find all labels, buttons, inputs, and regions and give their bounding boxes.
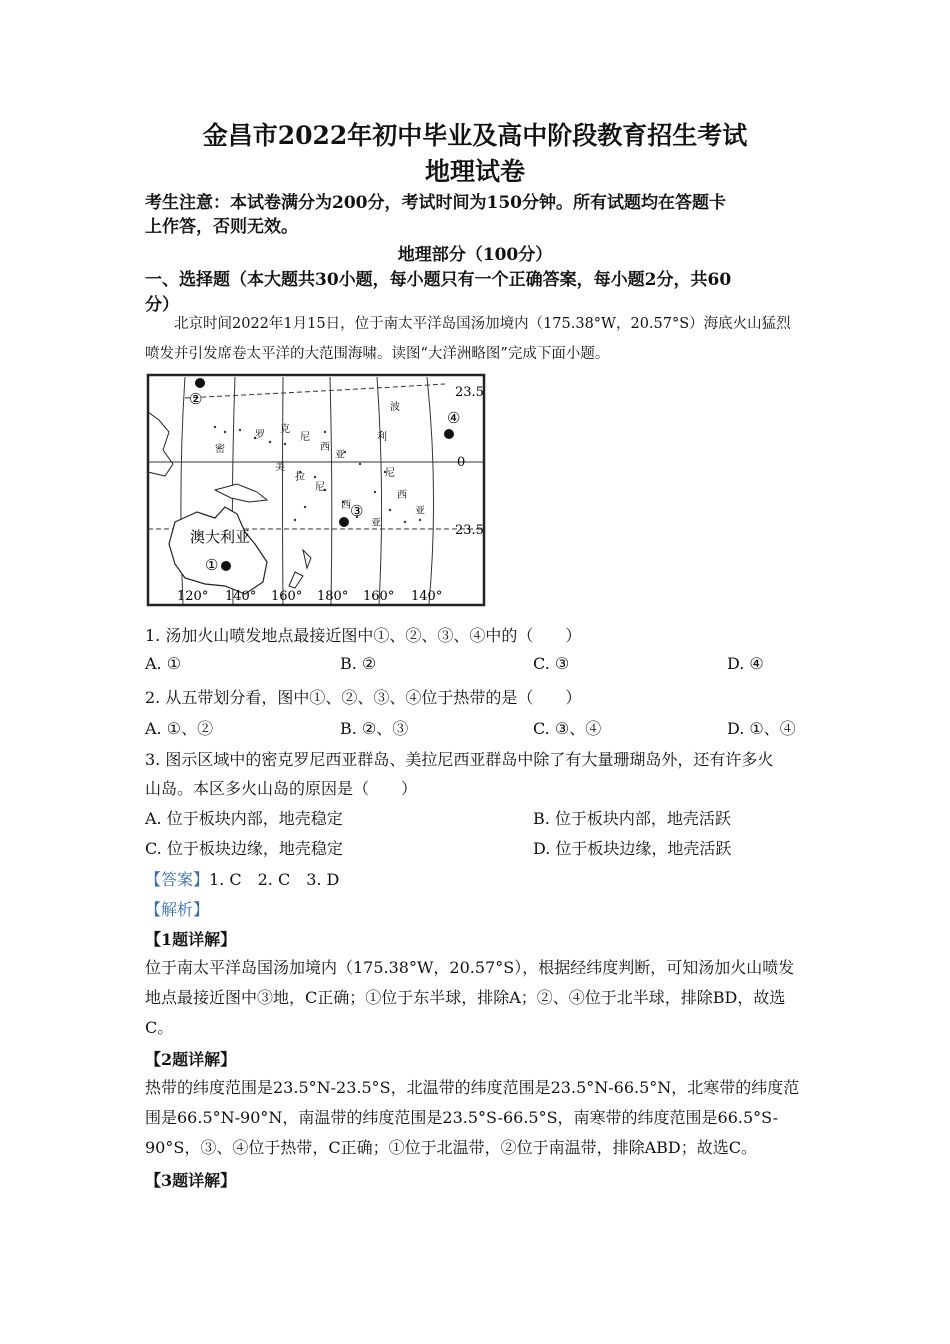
q3-option-b[interactable]: B. 位于板块内部，地壳活跃	[533, 809, 731, 828]
svg-text:尼: 尼	[300, 432, 310, 443]
part1-heading-line-1: 一、选择题（本大题共30小题，每小题只有一个正确答案，每小题2分，共60	[145, 270, 732, 290]
lat-label-north: 23.5	[455, 385, 484, 400]
point-3-marker	[339, 517, 349, 527]
answer-text: 1. C 2. C 3. D	[209, 870, 340, 889]
oceania-map	[145, 372, 487, 608]
svg-text:美: 美	[275, 462, 285, 473]
part1-heading-line-2: 分）	[145, 295, 179, 315]
q3-option-c[interactable]: C. 位于板块边缘，地壳稳定	[145, 839, 343, 858]
q1-option-a[interactable]: A. ①	[145, 654, 182, 673]
q3-option-d[interactable]: D. 位于板块边缘，地壳活跃	[533, 839, 732, 858]
lat-label-south: 23.5	[455, 523, 484, 538]
question-2-stem: 2. 从五带划分看，图中①、②、③、④位于热带的是（ ）	[145, 688, 582, 707]
lon-label-160w: 160°	[363, 589, 395, 604]
svg-text:拉: 拉	[295, 472, 305, 483]
notice-line-2: 上作答，否则无效。	[145, 217, 298, 237]
q2-option-b[interactable]: B. ②、③	[340, 719, 409, 738]
point-1-marker	[221, 561, 231, 571]
svg-text:尼: 尼	[315, 482, 325, 493]
svg-text:密: 密	[215, 444, 225, 455]
q1-detail-heading: 【1题详解】	[145, 930, 237, 949]
point-2-marker	[195, 378, 205, 388]
question-1-stem: 1. 汤加火山喷发地点最接近图中①、②、③、④中的（ ）	[145, 626, 582, 645]
svg-text:西: 西	[320, 442, 330, 453]
question-3-stem-line-1: 3. 图示区域中的密克罗尼西亚群岛、美拉尼西亚群岛中除了有大量珊瑚岛外，还有许多火	[145, 750, 774, 769]
svg-text:罗: 罗	[255, 430, 265, 441]
lon-label-140: 140°	[225, 589, 257, 604]
q1-detail-text: 位于南太平洋岛国汤加境内（175.38°W，20.57°S），根据经纬度判断，可知汤加火山喷发地点最接近图中③地，C正确；①位于东半球，排除A；②、④位于北半球，排除BD，故选C。	[145, 958, 795, 1037]
q2-option-a[interactable]: A. ①、②	[145, 719, 214, 738]
lon-label-140w: 140°	[411, 589, 443, 604]
question-3-stem-line-2: 山岛。本区多火山岛的原因是（ ）	[145, 779, 418, 798]
svg-text:西: 西	[397, 490, 407, 501]
q2-option-c[interactable]: C. ③、④	[533, 719, 602, 738]
q2-detail-heading: 【2题详解】	[145, 1050, 237, 1069]
page-subtitle: 地理试卷	[424, 157, 525, 186]
svg-text:亚: 亚	[371, 518, 381, 529]
point-4-marker	[444, 429, 454, 439]
svg-text:利: 利	[377, 432, 387, 443]
answer-tag: 【答案】	[145, 870, 210, 889]
analysis-tag: 【解析】	[145, 900, 210, 919]
page-title: 金昌市2022年初中毕业及高中阶段教育招生考试	[202, 121, 748, 150]
svg-text:亚: 亚	[335, 450, 345, 461]
point-4-label: ④	[447, 409, 461, 427]
q2-detail-text: 热带的纬度范围是23.5°N-23.5°S，北温带的纬度范围是23.5°N-66.5°N，北寒带的纬度范围是66.5°N-90°N，南温带的纬度范围是23.5°S-66.5°S，南寒带的纬度范围是66.5°S-90°S，③、④位于热带，C正确；①位于北温带，②位于南温带，排除ABD；故选C。	[145, 1078, 800, 1157]
q1-option-b[interactable]: B. ②	[340, 654, 377, 673]
q1-option-d[interactable]: D. ④	[727, 654, 764, 673]
svg-text:克: 克	[280, 424, 290, 435]
notice-line-1: 考生注意：本试卷满分为200分，考试时间为150分钟。所有试题均在答题卡	[145, 193, 726, 213]
lon-label-120: 120°	[177, 589, 209, 604]
svg-text:尼: 尼	[385, 468, 395, 479]
lon-label-160: 160°	[271, 589, 303, 604]
q3-detail-heading: 【3题详解】	[145, 1171, 237, 1190]
q1-option-c[interactable]: C. ③	[533, 654, 570, 673]
q2-option-d[interactable]: D. ①、④	[727, 719, 796, 738]
lon-label-180: 180°	[317, 589, 349, 604]
lat-label-equator: 0	[457, 455, 466, 470]
label-australia: 澳大利亚	[190, 528, 251, 546]
q3-option-a[interactable]: A. 位于板块内部，地壳稳定	[145, 809, 343, 828]
svg-text:波: 波	[390, 402, 400, 413]
question-intro: 北京时间2022年1月15日，位于南太平洋岛国汤加境内（175.38°W，20.57°S）海底火山猛烈喷发并引发席卷太平洋的大范围海啸。读图“大洋洲略图”完成下面小题。	[145, 316, 791, 362]
svg-text:西: 西	[341, 500, 351, 511]
answer-line	[145, 867, 339, 890]
point-1-label: ①	[205, 556, 219, 574]
point-2-label: ②	[189, 390, 203, 408]
point-3-label: ③	[350, 502, 364, 520]
svg-text:亚: 亚	[415, 506, 425, 517]
section-title: 地理部分（100分）	[397, 245, 553, 265]
